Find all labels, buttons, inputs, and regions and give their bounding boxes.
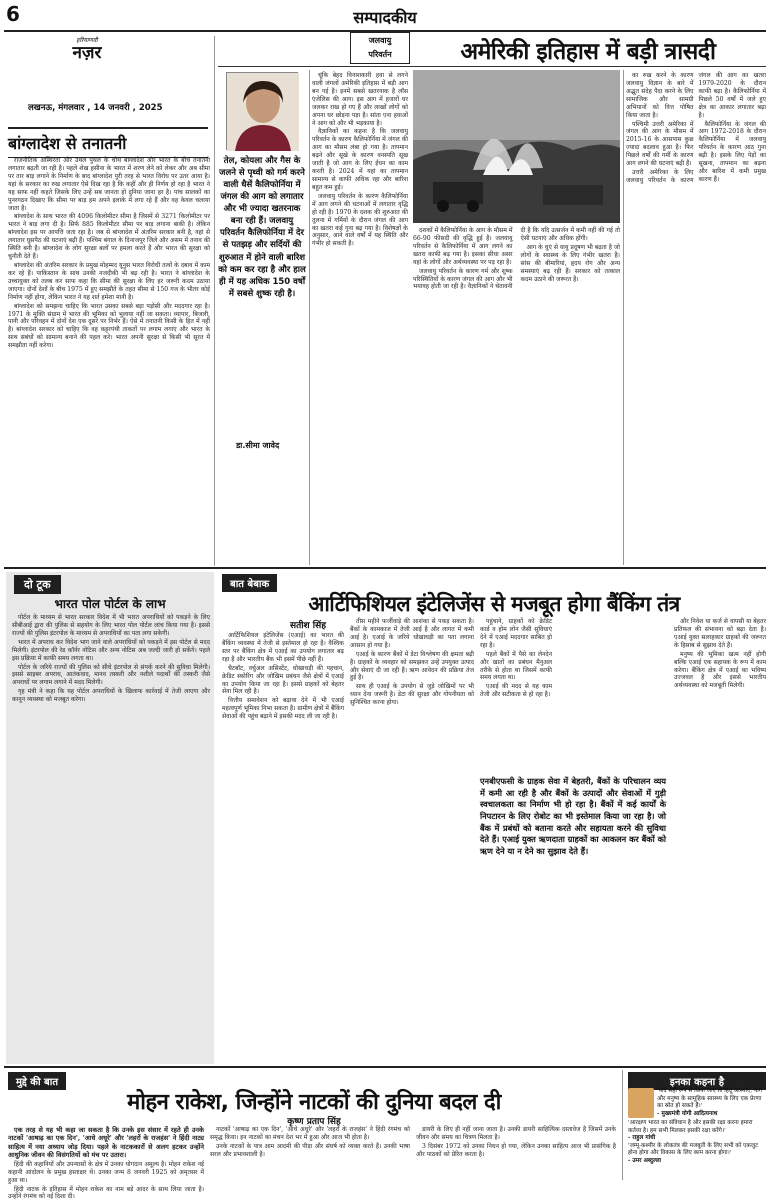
editorial-body: राजनीतिक अस्थिरता और उथल पुथल के चौथ बांग्लादेश और भारत के बीच तनातनी लगातार बढ़ती जा रही है। पहले शेख हसीना के भारत में शरण लेने को लेकर और अब सीमा पर तार बाड़ लगाने के निर्माण के बाद बांग्लादेश पुरी तरह से भारत विरोध पर उतर आया है। यहां के सरकार का रुख लगातार ऐसे दिख रहा है कि कहीं और ही निर्णय हो रहा है भारत ने यह साफ नहीं कहते जिसके लिए उन्हें सब जानता हो दुनिया जाना हर है। पांच सालकों का पुनरगठन दिखाए कि सीमा पर बाड़ हम अपने इलाके में लगा रहे हैं और वह केवल चलाया जाता है। बांग्लादेश के साथ भारत की 4096 किलोमीटर सीमा है जिसमें से 3271 किलोमीटर पर भारत ने बाड़ लगा दी है। सिर्फ 885 किलोमीटर सीमा पर बाड़ लगाना बाकी है। लेकिन बांग्लादेश इस पर आपत्ति जता रहा है। जब से बांग्लादेश में अंतरिम सरकार बनी है, वहां से लगातार घुसपैठ की घटनाएं बढ़ी हैं। पश्चिम बंगाल के दिनाजपुर जिले और असम में तनाव की स्थिति बनी है। बांग्लादेश के लोग सुरक्षा बलों पर हमला करते हैं और भारत की सुरक्षा को चुनौती देते हैं। बांग्लादेश की अंतरिम सरकार के प्रमुख मोहम्मद यूनुस भारत विरोधी तत्वों के दबाव में काम कर रहे हैं। पाकिस्तान के साथ उनकी नजदीकी भी बढ़ रही है। भारत ने बांग्लादेश के उच्चायुक्त को तलब कर साफ कहा कि सीमा की सुरक्षा के लिए हर जरूरी कदम उठाया जाएगा। दोनों देशों के बीच 1975 में हुए समझौते के तहत सीमा से 150 गज के भीतर कोई निर्माण नहीं होगा, लेकिन भारत ने यह शर्त हमेशा मानी है। बांग्लादेश को समझना चाहिए कि भारत उसका सबसे बड़ा पड़ोसी और मददगार रहा है। 1971 के मुक्ति संग्राम में भारत की भूमिका को भुलाया नहीं जा सकता। व्यापार, बिजली, पानी और परिवहन में दोनों देश एक दूसरे पर निर्भर हैं। ऐसे में तनातनी किसी के हित में नहीं है। बांग्लादेश सरकार को चाहिए कि वह कट्टरपंथी ताकतों पर लगाम लगाए और भारत के साथ संबंधों को सामान्य बनाने की पहल करे। भारत अपनी सुरक्षा से किसी भी सूरत में समझौता नहीं करेगा। [8, 157, 210, 350]
quote-avatar [628, 1088, 654, 1118]
feature-author: डा.सीमा जावेद [236, 441, 280, 450]
tribute-author: कृष्ण प्रताप सिंह [287, 1117, 341, 1127]
logo-top: हरियाणवी [76, 37, 98, 44]
masthead-logo [44, 36, 130, 68]
banking-highlight: एनबीएफसी के ग्राहक सेवा में बेहतरी, बैंकों के परिचालन व्यय में कमी आ रही है और बैंकों के उत्पादों और सेवाओं में गुड़ी स्वचालकता का निर्माण भी हो रहा है। बैंकों में कई कार्यों के निपटारन के लिए रोबोट का भी इस्तेमाल किया जा रहा है। जो बैंक में प्रबंधों को बताना करते और सहायता करने की सुविधा देते हैं। एआई युक्त ऋणदाता ग्राहकों का आकलन कर बैंकों को ऋण देने या न देने का सुझाव देते हैं। [480, 776, 666, 856]
editorial-heading: बांग्लादेश से तनातनी [8, 127, 208, 158]
banking-heading: आर्टिफिशियल इंटेलिजेंस से मजबूत होगा बैंकिंग तंत्र [308, 592, 680, 616]
banking-author: सतीश सिंह [290, 621, 326, 631]
tribute-col3: डायरी के लिए ही नहीं जाना जाता है। उनकी डायरी साहित्यिक दस्तावेज है जिसमें उनके जीवन और समय का चित्रण मिलता है। 3 दिसंबर 1972 को उनका निधन हो गया, लेकिन उनका साहित्य आज भी प्रासंगिक है और पाठकों को प्रेरित करता है। [416, 1126, 616, 1158]
dateline: लखनऊ, मंगलवार , 14 जनवरी , 2025 [28, 103, 163, 113]
page-number: 6 [6, 2, 20, 26]
feature-col2: दशकों में कैलिफोर्निया के आग के मौसम में 66-90 फीसदी की वृद्धि हुई है। जलवायु परिवर्तन से कैलिफोर्निया में आग लगने का खतरा काफी बढ़ गया है। इसका सीधा असर वहां के लोगों और अर्थव्यवस्था पर पड़ रहा है। जलवायु परिवर्तन के कारण गर्म और शुष्क परिस्थितियों के कारण जंगल की आग और भी भयावह होती जा रही है। वैज्ञानिकों ने चेतावनी दी है कि यदि उत्सर्जन में कमी नहीं की गई तो ऐसी घटनाएं और अधिक होंगी। आग के धुएं से वायु प्रदूषण भी बढ़ता है जो लोगों के स्वास्थ्य के लिए गंभीर खतरा है। सांस की बीमारियां, हृदय रोग और अन्य समस्याएं बढ़ रही हैं। सरकार को तत्काल कदम उठाने की जरूरत है। [413, 227, 620, 291]
author-photo [226, 72, 298, 150]
logo-main: नज़र [72, 43, 102, 63]
section-title: सम्पादकीय [353, 8, 417, 27]
feature-col3: का रुख करने के कारण जलवायु विज्ञान के बारे में अद्भुत संदेह पैदा करने के लिए सामाजिक और सामग्री अभियानों को वित्त पोषित किया जाता है। पश्चिमी उत्तरी अमेरिका में जंगल की आग के मौसम में 2015-16 के आसपास कुछ ज्यादा बदलाव हुआ है। फिर पिछले वर्षों की गर्मी के कारण आग लगने की घटनाएं बढ़ी हैं। उत्तरी अमेरिका के लिए जलवायु परिवर्तन के कारण जंगल की आग का खतरा 1979-2020 के दौरान काफी बढ़ा है। कैलिफोर्निया में पिछले 50 वर्षों में जले हुए क्षेत्र का आकार लगातार बढ़ा है। कैलिफोर्निया के जंगल की आग 1972-2018 के दौरान कैलिफोर्निया में जलवायु परिवर्तन के कारण आठ गुना बढ़ी है। इसके लिए पेड़ों का सूखना, तापमान का बढ़ना और बारिश में कमी प्रमुख कारण हैं। [626, 72, 766, 184]
banking-col4: और निवेश या कर्ज से वापसी या बेहतर प्रतिफल की संभावना को बढ़ा देता है। एआई युक्त सलाहकार ग्राहकों की जरूरत के हिसाब से सुझाव देते हैं। मनुष्य की भूमिका खत्म नहीं होगी बल्कि एआई एक सहायक के रूप में काम करेगा। बैंकिंग क्षेत्र में एआई का भविष्य उज्जवल है और इससे भारतीय अर्थव्यवस्था को मजबूती मिलेगी। [674, 618, 766, 690]
banking-col1: आर्टिफिशियल इंटेलिजेंस (एआई) का भारत की बैंकिंग व्यवस्था में तेजी से इस्तेमाल हो रहा है। वैश्विक स्तर पर बैंकिंग क्षेत्र में एआई का उपयोग लगातार बढ़ रहा है और भारतीय बैंक भी इसमें पीछे नहीं हैं। चैटबॉट, वर्चुअल असिस्टेंट, धोखाधड़ी की पहचान, क्रेडिट स्कोरिंग और जोखिम प्रबंधन जैसे क्षेत्रों में एआई का उपयोग किया जा रहा है। इससे ग्राहकों को बेहतर सेवा मिल रही है। वित्तीय समावेशन को बढ़ावा देने में भी एआई महत्वपूर्ण भूमिका निभा सकता है। ग्रामीण क्षेत्रों में बैंकिंग सेवाओं की पहुंच बढ़ाने में इसकी मदद ली जा रही है। [222, 632, 344, 721]
tribute-heading: मोहन राकेश, जिन्होंने नाटकों की दुनिया बदल दी [127, 1090, 501, 1115]
banking-label: बात बेबाक [222, 574, 277, 592]
feature-label: जलवायु परिवर्तन [350, 32, 410, 64]
feature-pullquote: तेल, कोयला और गैस के जलने से पृथ्वी को गर्म करने वाली धैसें कैलिफोर्निया में जंगल की आग को लगातार और भी ज्यादा खतरनाक बना रही हैं। जलवायु परिवर्तन कैलिफोर्निया में देर से पतझड़ और सर्दियों की शुरुआत में होने वाली बारिश को कम कर रहा है और हाल ही में यह अधिक 150 वर्षों में सबसे शुष्क रही है। [218, 156, 306, 299]
feature-heading: अमेरिकी इतिहास में बड़ी त्रासदी [460, 39, 716, 65]
feature-col1: चूंकि बेहद विनाशकारी हवा से लगने वाली जंगलों अमेरिकी इतिहास में बड़ी आग बन गई है। इनमें सबसे खतरनाक है लॉस एंजेलिस की आग। इस आग में हजारों घर जलकर राख हो गए हैं और लाखों लोगों को अपना घर छोड़ना पड़ा है। सांता एना हवाओं ने आग को और भी भड़काया है। वैज्ञानिकों का कहना है कि जलवायु परिवर्तन के कारण कैलिफोर्निया में जंगल की आग का मौसम लंबा हो गया है। तापमान बढ़ने और सूखे के कारण वनस्पति सूख जाती है जो आग के लिए ईंधन का काम करती है। 2024 में यहां का तापमान सामान्य से काफी अधिक रहा और बारिश बहुत कम हुई। जलवायु परिवर्तन के कारण कैलिफोर्निया में आग लगने की घटनाओं में लगातार वृद्धि हो रही है। 1970 के दशक की शुरुआत की तुलना में गर्मियों के दौरान जंगल की आग का खतरा कई गुना बढ़ गया है। विशेषज्ञों के अनुसार, आने वाले वर्षों में यह स्थिति और गंभीर हो सकती है। [312, 72, 408, 248]
quotes-label: इनका कहना है [628, 1072, 766, 1090]
sidebar-body: पोर्टल के माध्यम से भारत सरकार विदेश में भी भारत अपराधियों को पकड़ने के लिए सीबीआई द्वारा की पुलिस से सहयोग के लिए भारत पोल पोर्टल लांच किया गया है। इससे राज्यों की पुलिस इंटरपोल के माध्यम से अपराधियों का पता लगा सकेगी। भारत में अपराध कर विदेश भाग जाने वाले अपराधियों को पकड़ने में इस पोर्टल से मदद मिलेगी। इंटरपोल की रेड कॉर्नर नोटिस और अन्य नोटिस अब जल्दी जारी हो सकेंगे। पहले इस प्रक्रिया में काफी समय लगता था। पोर्टल के जरिये राज्यों की पुलिस को सीधे इंटरपोल से संपर्क करने की सुविधा मिलेगी। इससे साइबर अपराध, आतंकवाद, मानव तस्करी और नशीले पदार्थों की तस्करी जैसे अपराधों पर लगाम लगाने में मदद मिलेगी। गृह मंत्री ने कहा कि यह पोर्टल अपराधियों के खिलाफ कार्रवाई में तेजी लाएगा और कानून व्यवस्था को मजबूत करेगा। [12, 614, 210, 704]
sidebar-heading: भारत पोल पोर्टल के लाभ [54, 597, 166, 611]
sidebar-label: दो टूक [14, 575, 61, 594]
tribute-col1: एक तरह से यह भी कहा जा सकता है कि उनके इस संसार में रहते ही उनके नाटकों 'आषाढ़ का एक दिन', 'आधे अधूरे' और 'लहरों के राजहंस' ने हिंदी नाट्य साहित्य में नया अध्याय जोड़ दिया। पहले के नाटककारों से अलग हटकर उन्होंने आधुनिक जीवन की विसंगतियों को मंच पर उतारा। हिंदी की कहानियों और उपन्यासों के क्षेत्र में उनका योगदान अमूल्य है। मोहन राकेश नई कहानी आंदोलन के प्रमुख हस्ताक्षर थे। उनका जन्म 8 जनवरी 1925 को अमृतसर में हुआ था। हिंदी नाटक के इतिहास में मोहन राकेश का नाम बड़े आदर के साथ लिया जाता है। उन्होंने रंगमंच को नई दिशा दी। [8, 1126, 204, 1201]
quotes-body: 'यदि सही रूप से किया जाए तो हिंदू आस्थाएं, योग और मनुष्य के सामूहिक स्वास्थ्य के लिए एक प्रेरणा का स्रोत हो सकते हैं।' - मुख्यमंत्री योगी आदित्यनाथ 'आरक्षण भारत का संविधान है और इसकी रक्षा करना हमारा कर्तव्य है। हम सभी मिलकर इसकी रक्षा करेंगे।' - राहुल गांधी 'जम्मू-कश्मीर के लोकतंत्र की मजबूती के लिए सभी को एकजुट होना होगा और विकास के लिए काम करना होगा।' - उमर अब्दुल्ला [628, 1088, 763, 1164]
banking-col3: पहुंचाने, ग्राहकों को क्रेडिट कार्ड व होम लोन जैसी सुविधाएं देने में एआई मददगार साबित हो रहा है। पहले बैंकों में पैसे का लेनदेन और खातों का प्रबंधन मैनुअल तरीके से होता था जिसमें काफी समय लगता था। एआई की मदद से यह काम तेजी और सटीकता से हो रहा है। [480, 618, 552, 699]
tribute-label: मुद्दे की बात [8, 1072, 66, 1090]
fire-photo [413, 70, 620, 223]
banking-col2: तीस महीने फर्जीवाड़े की आशंका से पकड़ सकता है। बैंकों के कामकाज में तेजी आई है और लागत में कमी आई है। एआई के जरिये धोखाधड़ी का पता लगाना आसान हो गया है। एआई के कारण बैंकों में डेटा विश्लेषण की क्षमता बढ़ी है। ग्राहकों के व्यवहार को समझकर उन्हें उपयुक्त उत्पाद और सेवाएं दी जा रही हैं। ऋण आवेदन की प्रक्रिया तेज हुई है। साथ ही एआई के उपयोग से जुड़े जोखिमों पर भी ध्यान देना जरूरी है। डेटा की सुरक्षा और गोपनीयता को सुनिश्चित करना होगा। [350, 618, 474, 707]
tribute-col2: नाटकों 'आषाढ़ का एक दिन', 'आधे अधूरे' और 'लहरों के राजहंस' ने हिंदी रंगमंच को समृद्ध किया। इन नाटकों का मंचन देश भर में हुआ और आज भी होता है। उनके नाटकों के पात्र आम आदमी की पीड़ा और संघर्ष को व्यक्त करते हैं। उनकी भाषा सरल और प्रभावशाली है। [210, 1126, 410, 1158]
